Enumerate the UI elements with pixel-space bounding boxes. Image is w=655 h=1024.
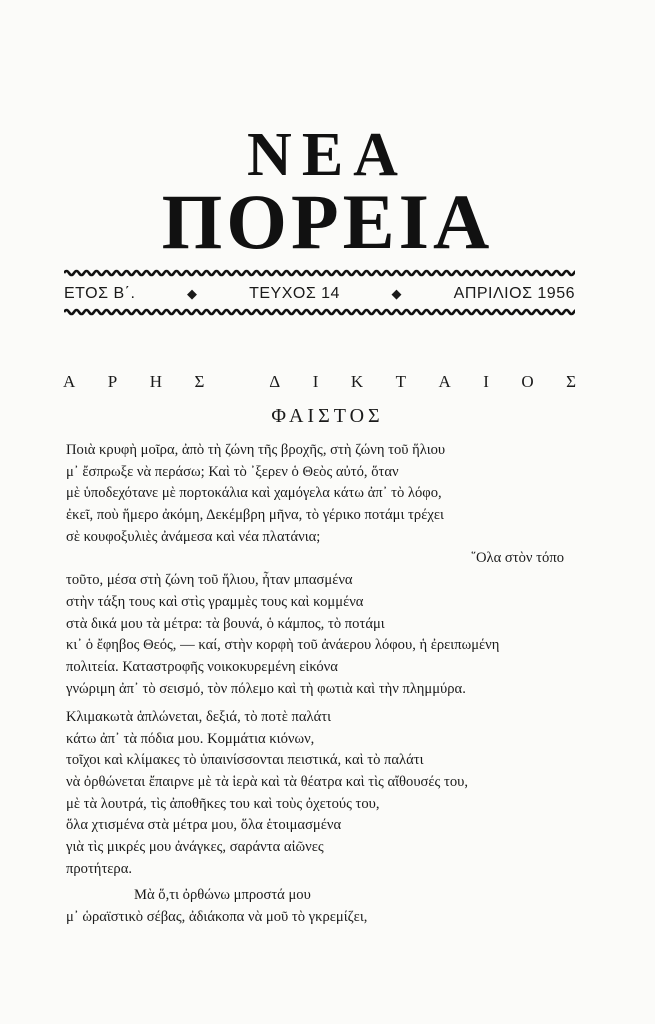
poem-line: μὲ ὑποδεχότανε μὲ πορτοκάλια καὶ χαμόγελα κάτω ἀπ᾽ τὸ λόφο, (66, 485, 442, 502)
poem-line: κι᾽ ὁ ἔφηβος Θεός, — καί, στὴν κορφὴ τοῦ ἀνάερου λόφου, ἡ ἐρειπωμένη (66, 637, 500, 654)
author-letter: Κ (350, 372, 364, 391)
poem-line: τοῦτο, μέσα στὴ ζώνη τοῦ ἥλιου, ἦταν μπασμένα (66, 572, 353, 589)
author-letter: Σ (194, 372, 205, 391)
author-letter: Δ (269, 372, 281, 391)
diamond-icon: ◆ (186, 286, 198, 301)
author-letter: Η (149, 372, 162, 391)
issue-number: ΤΕΥΧΟΣ 14 (249, 285, 340, 302)
author-letter: Α (63, 372, 76, 391)
poem-line: ἐκεῖ, ποὺ ἥμερο ἀκόμη, Δεκέμβρη μῆνα, τὸ γέρικο ποτάμι τρέχει (66, 507, 444, 524)
author-letter: Ι (483, 372, 489, 391)
author-letter: Α (438, 372, 451, 391)
poem-line: γιὰ τὶς μικρές μου ἀνάγκες, σαράντα αἰῶνες (66, 839, 324, 856)
author-letter: Ι (312, 372, 319, 391)
poem-line: μ᾽ ὡραϊστικὸ σέβας, ἀδιάκοπα νὰ μοῦ τὸ γκρεμίζει, (66, 908, 368, 925)
author-name (63, 372, 576, 392)
poem-stanza-1 (66, 440, 586, 700)
poem-line: ῞Ολα στὸν τόπο (471, 550, 564, 567)
poem-line: πολιτεία. Καταστροφῆς νοικοκυρεμένη εἰκόνα (66, 658, 338, 675)
diamond-icon: ◆ (391, 286, 403, 301)
poem-line: Ποιὰ κρυφὴ μοῖρα, ἀπὸ τὴ ζώνη τῆς βροχῆς, στὴ ζώνη τοῦ ἥλιου (66, 442, 446, 458)
wavy-rule-bottom (64, 308, 575, 316)
poem-line: στὴν τάξη τους καὶ στὶς γραμμὲς τους καὶ κομμένα (66, 593, 364, 610)
author-letter: Τ (395, 372, 406, 391)
poem-stanza-2 (66, 707, 586, 881)
poem-stanza-3 (66, 885, 586, 928)
magazine-title-line1: ΝΕΑ (247, 121, 408, 189)
poem-line: Κλιμακωτὰ ἁπλώνεται, δεξιά, τὸ ποτὲ παλάτι (66, 709, 332, 725)
poem-line: γνώριμη ἀπ᾽ τὸ σεισμό, τὸν πόλεμο καὶ τὴ φωτιὰ καὶ τὴν πλημμύρα. (66, 680, 466, 697)
issue-date: ΑΠΡΙΛΙΟΣ 1956 (453, 285, 575, 302)
magazine-title-line2: ΠΟΡΕΙΑ (161, 178, 494, 265)
issue-info (64, 283, 575, 305)
poem-line: νὰ ὀρθώνεται ἔπαιρνε μὲ τὰ ἱερὰ καὶ τὰ θέατρα καὶ τὶς αἴθουσές του, (66, 774, 469, 791)
author-letter: Ο (521, 372, 534, 391)
issue-year: ΕΤΟΣ Β΄. (64, 285, 136, 302)
poem-line: στὰ δικά μου τὰ μέτρα: τὰ βουνά, ὁ κάμπος, τὸ ποτάμι (66, 615, 385, 632)
poem-line: μ᾽ ἔσπρωξε νὰ περάσω; Καὶ τὸ ᾽ξερεν ὁ Θεὸς αὐτό, ὅταν (66, 463, 399, 480)
poem-line: ὅλα χτισμένα στὰ μέτρα μου, ὅλα ἑτοιμασμένα (66, 817, 342, 834)
author-letter: Ρ (107, 372, 118, 391)
poem-line: κάτω ἀπ᾽ τὰ πόδια μου. Κομμάτια κιόνων, (66, 730, 315, 747)
wavy-rule-top (64, 269, 575, 277)
poem-line: Μὰ ὅ,τι ὀρθώνω μπροστά μου (134, 887, 311, 903)
poem-line: προτήτερα. (66, 860, 133, 877)
author-letter: Σ (566, 372, 576, 391)
poem-line: τοῖχοι καὶ κλίμακες τὸ ὑπαινίσσονται πειστικά, καὶ τὸ παλάτι (66, 752, 424, 769)
poem-line: σὲ κουφοξυλιὲς ἀνάμεσα καὶ νέα πλατάνια; (66, 528, 321, 545)
poem-title: ΦΑΙΣΤΟΣ (271, 405, 384, 427)
poem-line: μὲ τὰ λουτρά, τὶς ἀποθῆκες του καὶ τοὺς ὀχετούς του, (66, 795, 380, 812)
